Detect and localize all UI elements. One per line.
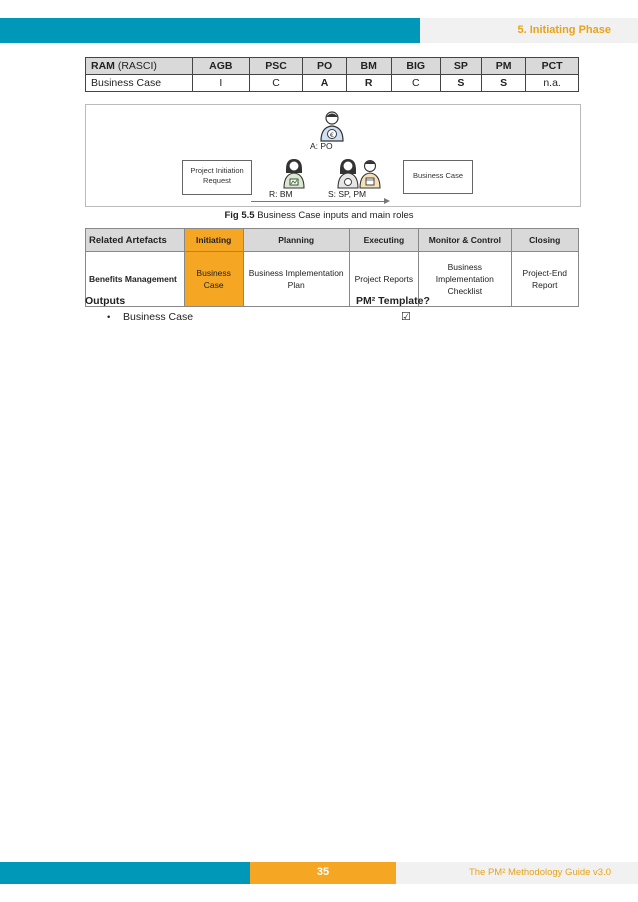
ram-col-header: PO	[303, 58, 346, 75]
page-number: 35	[250, 862, 396, 884]
ram-cell: n.a.	[526, 75, 579, 92]
ram-cell: S	[482, 75, 526, 92]
support-roles: S: SP, PM	[328, 189, 367, 199]
ram-table	[85, 57, 579, 92]
roles-figure	[85, 104, 581, 207]
ram-cell: A	[303, 75, 346, 92]
outputs-heading: Outputs	[85, 295, 126, 307]
artefacts-header-row	[86, 229, 579, 252]
artefact-cell: Business Implementation Checklist	[419, 252, 511, 307]
footer-title: The PM² Methodology Guide v3.0	[468, 867, 611, 878]
artefacts-header-label: Related Artefacts	[86, 229, 185, 252]
accountable-role: A: PO	[310, 141, 333, 151]
artefacts-row-label: Benefits Management	[86, 252, 185, 307]
bullet-icon: •	[107, 312, 111, 323]
project-initiation-request-doc: Project Initiation Request	[182, 160, 252, 195]
ram-col-header: BIG	[391, 58, 440, 75]
business-manager-icon	[282, 157, 306, 189]
artefact-cell: Project-End Report	[511, 252, 579, 307]
timeline-arrow	[251, 201, 386, 202]
template-heading: PM² Template?	[356, 295, 430, 307]
svg-text:€: €	[329, 131, 335, 139]
ram-row-label: Business Case	[86, 75, 193, 92]
ram-col-header: AGB	[193, 58, 250, 75]
ram-cell: C	[391, 75, 440, 92]
arrowhead-icon	[384, 198, 390, 204]
output-item: Business Case	[123, 311, 194, 323]
ram-cell: R	[346, 75, 391, 92]
ram-col-header: PCT	[526, 58, 579, 75]
phase-header-initiating: Initiating	[184, 229, 243, 252]
phase-header-closing: Closing	[511, 229, 579, 252]
ram-col-header: SP	[440, 58, 481, 75]
ram-row	[86, 75, 579, 92]
ram-cell: S	[440, 75, 481, 92]
responsible-role: R: BM	[269, 189, 293, 199]
solution-provider-icon	[336, 157, 360, 189]
business-case-doc: Business Case	[403, 160, 473, 194]
artefact-cell: Business Implementation Plan	[243, 252, 349, 307]
ram-cell: C	[249, 75, 303, 92]
artefacts-table	[85, 228, 579, 307]
ram-header-label: RAM (RASCI)	[86, 58, 193, 75]
header-band	[0, 18, 420, 43]
product-owner-icon	[319, 110, 345, 142]
project-manager-icon	[358, 157, 382, 189]
ram-header-row	[86, 58, 579, 75]
checked-box-icon: ☑	[401, 311, 411, 323]
chapter-title: 5. Initiating Phase	[517, 24, 611, 36]
ram-col-header: PM	[482, 58, 526, 75]
phase-header-executing: Executing	[349, 229, 419, 252]
ram-col-header: BM	[346, 58, 391, 75]
ram-col-header: PSC	[249, 58, 303, 75]
phase-header-planning: Planning	[243, 229, 349, 252]
artefact-cell: Business Case	[184, 252, 243, 307]
artefacts-row	[86, 252, 579, 307]
footer-band	[0, 862, 250, 884]
phase-header-monitor: Monitor & Control	[419, 229, 511, 252]
artefact-cell: Project Reports	[349, 252, 419, 307]
figure-caption: Fig 5.5 Business Case inputs and main roles	[224, 210, 414, 221]
ram-cell: I	[193, 75, 250, 92]
